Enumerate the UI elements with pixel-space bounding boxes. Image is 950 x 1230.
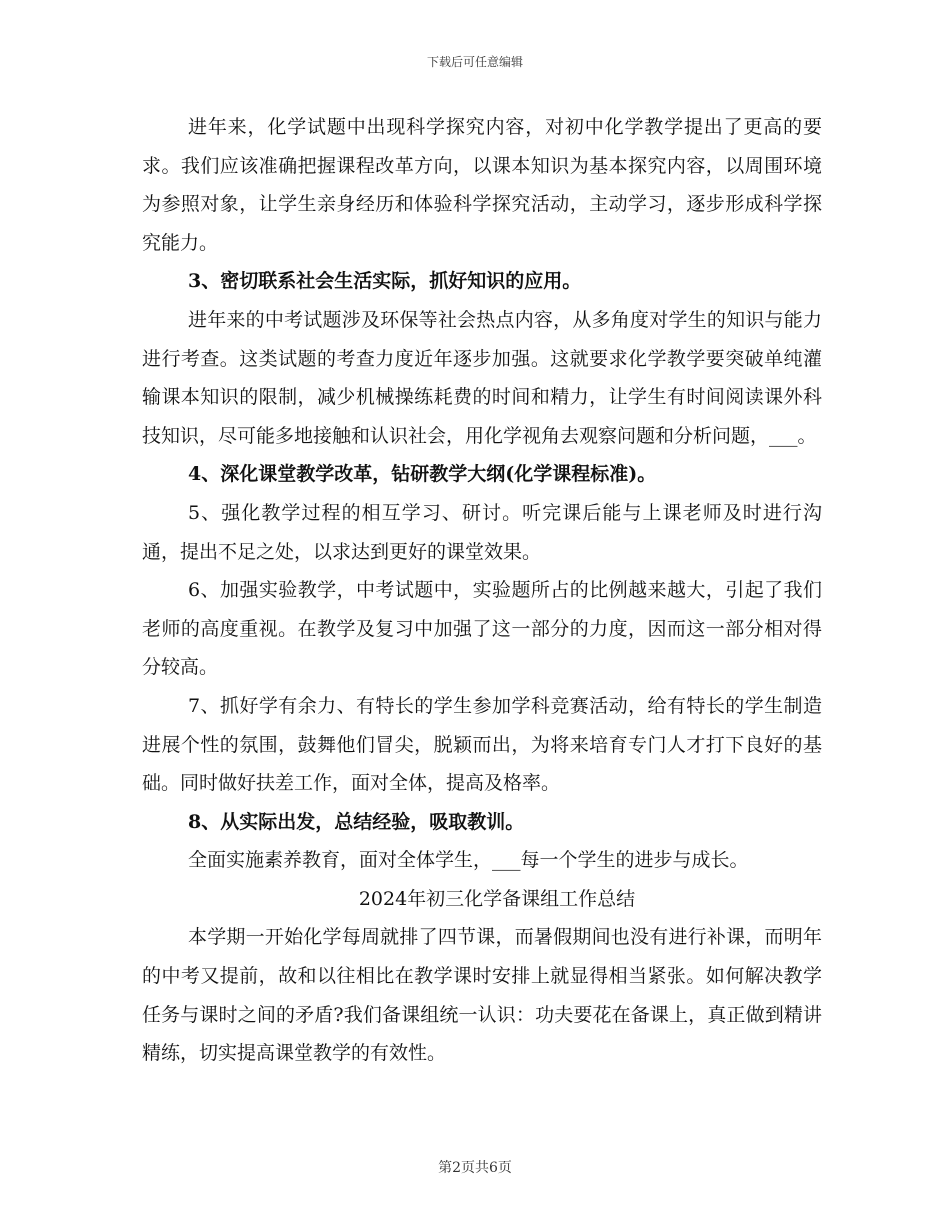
page-header: 下载后可任意编辑 bbox=[426, 55, 523, 69]
document-body bbox=[142, 108, 822, 1073]
paragraph: 进年来的中考试题涉及环保等社会热点内容，从多角度对学生的知识与能力进行考查。这类试题的考查力度近年逐步加强。这就要求化学教学要突破单纯灌输课本知识的限制，减少机械操练耗费的时间和精力，让学生有时间阅读课外科技知识，尽可能多地接触和认识社会，用化学视角去观察问题和分析问题，___。 bbox=[142, 308, 822, 447]
document-title: 2024年初三化学备课组工作总结 bbox=[358, 887, 636, 910]
paragraph: 全面实施素养教育，面对全体学生，___每一个学生的进步与成长。 bbox=[188, 849, 749, 872]
page-footer: 第2页共6页 bbox=[438, 1160, 512, 1176]
paragraph: 5、强化教学过程的相互学习、研讨。听完课后能与上课老师及时进行沟通，提出不足之处，以求达到更好的课堂效果。 bbox=[142, 501, 822, 563]
section-heading: 4、深化课堂教学改革，钻研教学大纲(化学课程标准)。 bbox=[188, 463, 657, 486]
paragraph: 本学期一开始化学每周就排了四节课，而暑假期间也没有进行补课，而明年的中考又提前，故和以往相比在教学课时安排上就显得相当紧张。如何解决教学任务与课时之间的矛盾?我们备课组统一认识：功夫要花在备课上，真正做到精讲精练，切实提高课堂教学的有效性。 bbox=[142, 926, 822, 1065]
paragraph: 6、加强实验教学，中考试题中，实验题所占的比例越来越大，引起了我们老师的高度重视。在教学及复习中加强了这一部分的力度，因而这一部分相对得分较高。 bbox=[142, 579, 822, 679]
paragraph: 进年来，化学试题中出现科学探究内容，对初中化学教学提出了更高的要求。我们应该准确把握课程改革方向，以课本知识为基本探究内容，以周围环境为参照对象，让学生亲身经历和体验科学探究活动，主动学习，逐步形成科学探究能力。 bbox=[142, 116, 822, 254]
section-heading: 8、从实际出发，总结经验，吸取教训。 bbox=[188, 810, 525, 833]
section-heading: 3、密切联系社会生活实际，抓好知识的应用。 bbox=[188, 270, 582, 293]
paragraph: 7、抓好学有余力、有特长的学生参加学科竞赛活动，给有特长的学生制造进展个性的氛围，鼓舞他们冒尖，脱颖而出，为将来培育专门人才打下良好的基础。同时做好扶差工作，面对全体，提高及格率。 bbox=[142, 694, 822, 795]
